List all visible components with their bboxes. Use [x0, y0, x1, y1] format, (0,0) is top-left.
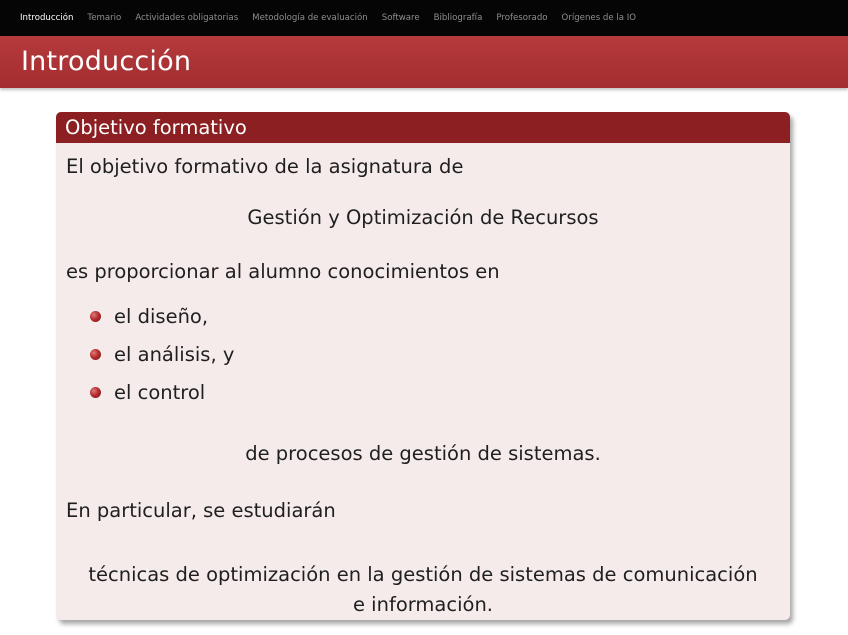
bullet-label: el diseño, [114, 305, 209, 328]
nav-item-actividades[interactable]: Actividades obligatorias [135, 13, 239, 23]
closing-line-2: e información. [352, 593, 493, 616]
purpose-text: es proporcionar al alumno conocimientos en [66, 260, 500, 283]
section-navigation-bar [0, 0, 848, 36]
nav-item-metodologia[interactable]: Metodología de evaluación [252, 13, 368, 23]
nav-item-temario[interactable]: Temario [87, 13, 122, 23]
nav-item-origenes[interactable]: Orígenes de la IO [561, 13, 637, 23]
intro-text: El objetivo formativo de la asignatura de [66, 155, 464, 178]
nav-item-software[interactable]: Software [381, 13, 420, 23]
nav-item-bibliografia[interactable]: Bibliografía [433, 13, 483, 23]
particular-text: En particular, se estudiarán [66, 499, 336, 522]
bullet-label: el control [114, 381, 206, 404]
bullet-icon [90, 349, 101, 360]
course-name: Gestión y Optimización de Recursos [247, 206, 599, 229]
bullets-tail-text: de procesos de gestión de sistemas. [245, 442, 601, 465]
closing-line-1: técnicas de optimización en la gestión de sistemas de comunicación [88, 563, 758, 586]
bullet-item-design [90, 305, 208, 328]
block-title: Objetivo formativo [56, 112, 790, 143]
nav-item-introduccion[interactable]: Introducción [20, 13, 74, 23]
frame-title: Introducción [21, 46, 192, 77]
bullet-item-analysis [90, 343, 234, 366]
nav-item-profesorado[interactable]: Profesorado [496, 13, 548, 23]
bullet-label: el análisis, y [114, 343, 235, 366]
frame-title-bar [0, 36, 848, 88]
bullet-icon [90, 387, 101, 398]
bullet-icon [90, 311, 101, 322]
bullet-item-control [90, 381, 205, 404]
objective-block [56, 112, 790, 620]
